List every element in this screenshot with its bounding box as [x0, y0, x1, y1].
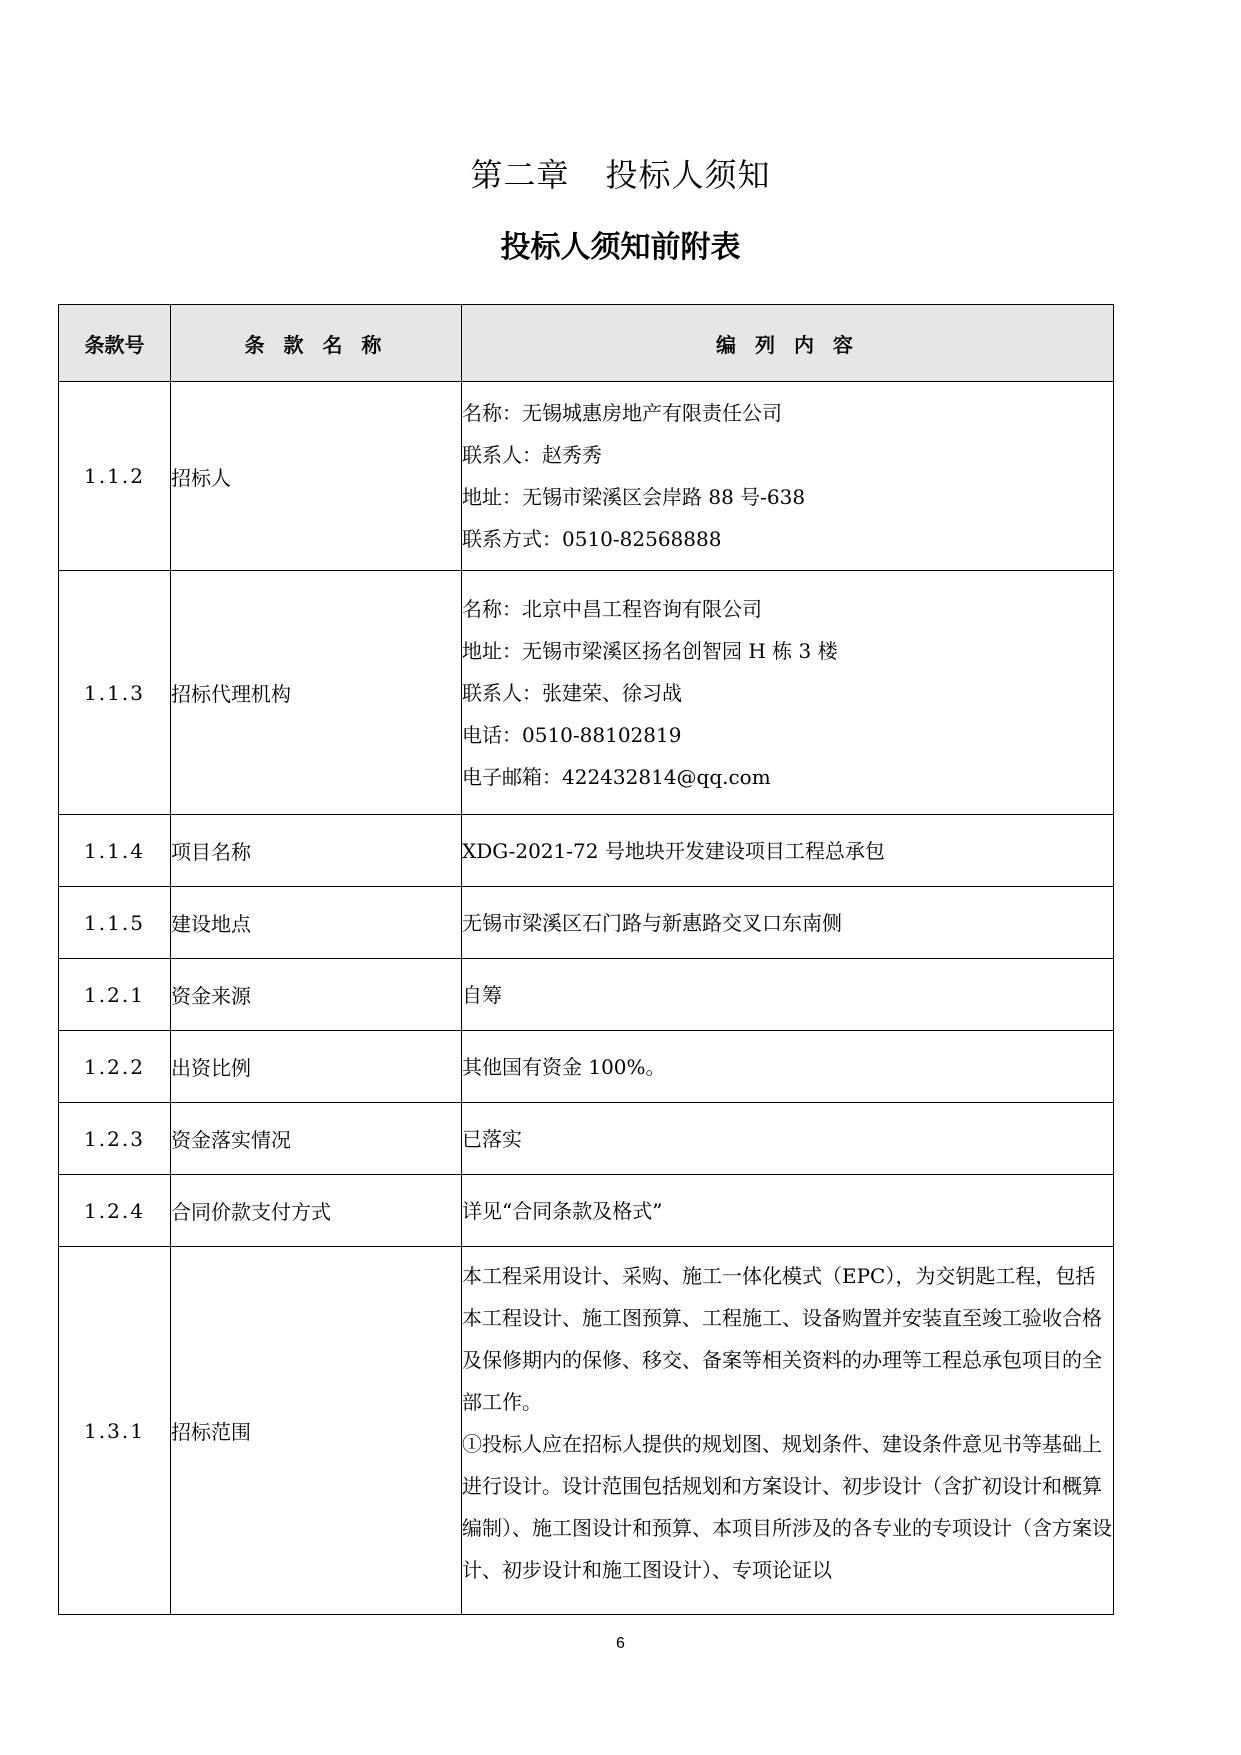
content-line: 电话：0510-88102819 — [462, 722, 682, 747]
clause-number: 1.3.1 — [59, 1247, 171, 1615]
content-line: XDG-2021-72 号地块开发建设项目工程总承包 — [462, 838, 885, 863]
clause-content — [462, 1031, 1114, 1103]
content-paragraph: ①投标人应在招标人提供的规划图、规划条件、建设条件意见书等基础上进行设计。设计范围包括规划和方案设计、初步设计（含扩初设计和概算编制）、施工图设计和预算、本项目所涉及的各专业的专项设计（含方案设计、初步设计和施工图设计）、专项论证以 — [462, 1432, 1112, 1582]
content-line: 详见“合同条款及格式” — [462, 1198, 663, 1223]
clause-name: 合同价款支付方式 — [171, 1175, 462, 1247]
clause-content — [462, 887, 1114, 959]
clause-number: 1.1.3 — [59, 571, 171, 815]
clause-content — [462, 1175, 1114, 1247]
header-no: 条款号 — [59, 305, 171, 382]
clause-number: 1.2.2 — [59, 1031, 171, 1103]
table-row — [59, 571, 1114, 815]
table-header-row — [59, 305, 1114, 382]
chapter-title — [0, 150, 1241, 196]
clause-name: 招标范围 — [171, 1247, 462, 1615]
clause-number: 1.1.5 — [59, 887, 171, 959]
header-name: 条 款 名 称 — [171, 305, 462, 382]
clause-content — [462, 1247, 1114, 1615]
clause-name: 资金来源 — [171, 959, 462, 1031]
clause-content — [462, 815, 1114, 887]
content-line: 名称：无锡城惠房地产有限责任公司 — [462, 401, 782, 425]
clause-number: 1.1.2 — [59, 382, 171, 571]
content-line: 联系人：张建荣、徐习战 — [462, 680, 682, 705]
header-content: 编 列 内 容 — [462, 305, 1114, 382]
clause-name: 招标人 — [171, 382, 462, 571]
table-row — [59, 1103, 1114, 1175]
content-line: 已落实 — [462, 1126, 522, 1151]
content-line: 地址：无锡市梁溪区会岸路 88 号-638 — [462, 485, 806, 509]
clause-content — [462, 382, 1114, 571]
table-row — [59, 887, 1114, 959]
clause-content — [462, 959, 1114, 1031]
content-line: 无锡市梁溪区石门路与新惠路交叉口东南侧 — [462, 910, 842, 935]
content-line: 其他国有资金 100%。 — [462, 1054, 666, 1079]
clause-name: 出资比例 — [171, 1031, 462, 1103]
content-line: 电子邮箱：422432814@qq.com — [462, 764, 771, 789]
clause-content — [462, 1103, 1114, 1175]
clause-number: 1.2.4 — [59, 1175, 171, 1247]
table-row — [59, 815, 1114, 887]
clause-name: 项目名称 — [171, 815, 462, 887]
clause-name: 建设地点 — [171, 887, 462, 959]
content-line: 名称：北京中昌工程咨询有限公司 — [462, 596, 762, 621]
content-line: 地址：无锡市梁溪区扬名创智园 H 栋 3 楼 — [462, 638, 838, 663]
table-row — [59, 1247, 1114, 1615]
content-line: 联系方式：0510-82568888 — [462, 527, 722, 551]
table-row — [59, 1175, 1114, 1247]
table-title: 投标人须知前附表 — [500, 230, 741, 265]
content-paragraph: 本工程采用设计、采购、施工一体化模式（EPC），为交钥匙工程，包括本工程设计、施工图预算、工程施工、设备购置并安装直至竣工验收合格及保修期内的保修、移交、备案等相关资料的办理等工程总承包项目的全部工作。 — [462, 1264, 1102, 1414]
chapter-label: 第二章 — [470, 156, 570, 194]
clause-number: 1.2.1 — [59, 959, 171, 1031]
clause-name: 招标代理机构 — [171, 571, 462, 815]
clause-number: 1.2.3 — [59, 1103, 171, 1175]
chapter-name: 投标人须知 — [605, 156, 771, 194]
clause-content — [462, 571, 1114, 815]
clause-number: 1.1.4 — [59, 815, 171, 887]
table-row — [59, 959, 1114, 1031]
table-row — [59, 382, 1114, 571]
content-line: 联系人：赵秀秀 — [462, 443, 602, 467]
content-line: 自筹 — [462, 982, 502, 1007]
table-row — [59, 1031, 1114, 1103]
front-table — [58, 304, 1114, 1615]
page-number: 6 — [616, 1635, 625, 1652]
clause-name: 资金落实情况 — [171, 1103, 462, 1175]
